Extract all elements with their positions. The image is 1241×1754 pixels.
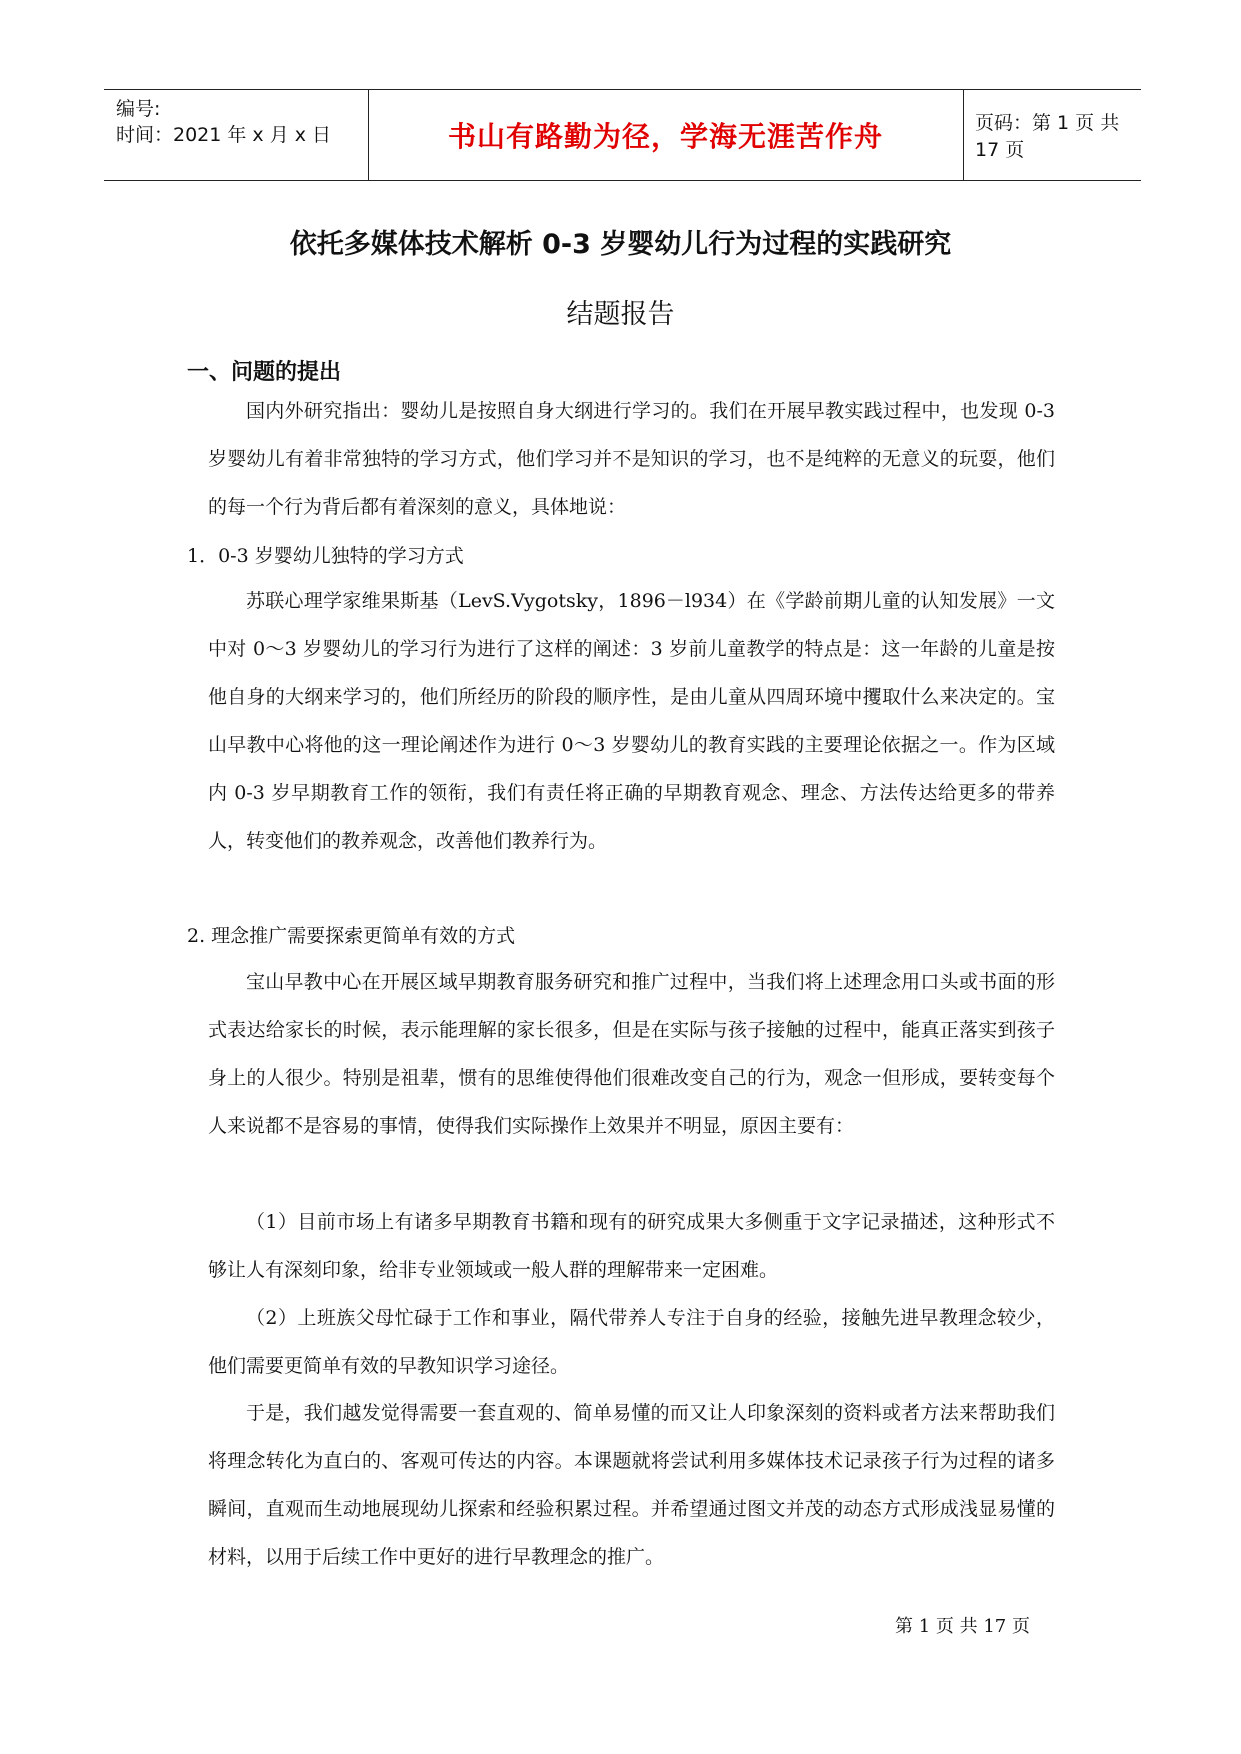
subsection-2-heading: 2. 理念推广需要探索更简单有效的方式 [187,925,516,947]
subsection-2-paragraph: 宝山早教中心在开展区域早期教育服务研究和推广过程中，当我们将上述理念用口头或书面的形式表达给家长的时候，表示能理解的家长很多，但是在实际与孩子接触的过程中，能真正落实到孩子身上的人很少。特别是祖辈，惯有的思维使得他们很难改变自己的行为，观念一但形成，要转变每个人来说都不是容易的事情，使得我们实际操作上效果并不明显，原因主要有： [208,971,1055,1137]
page-header [104,89,1141,181]
intro-paragraph: 国内外研究指出：婴幼儿是按照自身大纲进行学习的。我们在开展早教实践过程中，也发现 0-3 岁婴幼儿有着非常独特的学习方式，他们学习并不是知识的学习，也不是纯粹的无意义的玩耍，他们的每一个行为背后都有着深刻的意义，具体地说： [208,400,1055,518]
header-motto: 书山有路勤为径，学海无涯苦作舟 [447,120,883,153]
reason-2-paragraph: （2）上班族父母忙碌于工作和事业，隔代带养人专注于自身的经验，接触先进早教理念较少，他们需要更简单有效的早教知识学习途径。 [208,1307,1055,1377]
header-page-cell [963,90,1141,180]
document-subtitle: 结题报告 [566,299,675,330]
document-number-label: 编号: [116,98,161,120]
subsection-1-paragraph: 苏联心理学家维果斯基（LevS.Vygotsky，1896－l934）在《学龄前期儿童的认知发展》一文中对 0～3 岁婴幼儿的学习行为进行了这样的阐述：3 岁前儿童教学的特点是：这一年龄的儿童是按他自身的大纲来学习的，他们所经历的阶段的顺序性，是由儿童从四周环境中攫取什么来决定的。宝山早教中心将他的这一理论阐述作为进行 0～3 岁婴幼儿的教育实践的主要理论依据之一。作为区域内 0-3 岁早期教育工作的领衔，我们有责任将正确的早期教育观念、理念、方法传达给更多的带养人，转变他们的教养观念，改善他们教养行为。 [208,590,1055,852]
section-heading: 一、问题的提出 [187,360,342,385]
document-title: 依托多媒体技术解析 0-3 岁婴幼儿行为过程的实践研究 [289,229,952,260]
header-motto-cell [368,90,964,180]
document-time-label: 时间：2021 年 x 月 x 日 [116,124,332,146]
page-footer: 第 1 页 共 17 页 [895,1616,1030,1637]
conclusion-paragraph: 于是，我们越发觉得需要一套直观的、简单易懂的而又让人印象深刻的资料或者方法来帮助我们将理念转化为直白的、客观可传达的内容。本课题就将尝试利用多媒体技术记录孩子行为过程的诸多瞬间，直观而生动地展现幼儿探索和经验积累过程。并希望通过图文并茂的动态方式形成浅显易懂的材料，以用于后续工作中更好的进行早教理念的推广。 [208,1402,1055,1568]
reason-1-paragraph: （1）目前市场上有诸多早期教育书籍和现有的研究成果大多侧重于文字记录描述，这种形式不够让人有深刻印象，给非专业领域或一般人群的理解带来一定困难。 [208,1211,1055,1281]
header-page-info: 页码：第 1 页 共 17 页 [975,112,1120,161]
header-meta-cell [104,90,369,180]
subsection-1-heading: 1．0-3 岁婴幼儿独特的学习方式 [187,545,464,567]
